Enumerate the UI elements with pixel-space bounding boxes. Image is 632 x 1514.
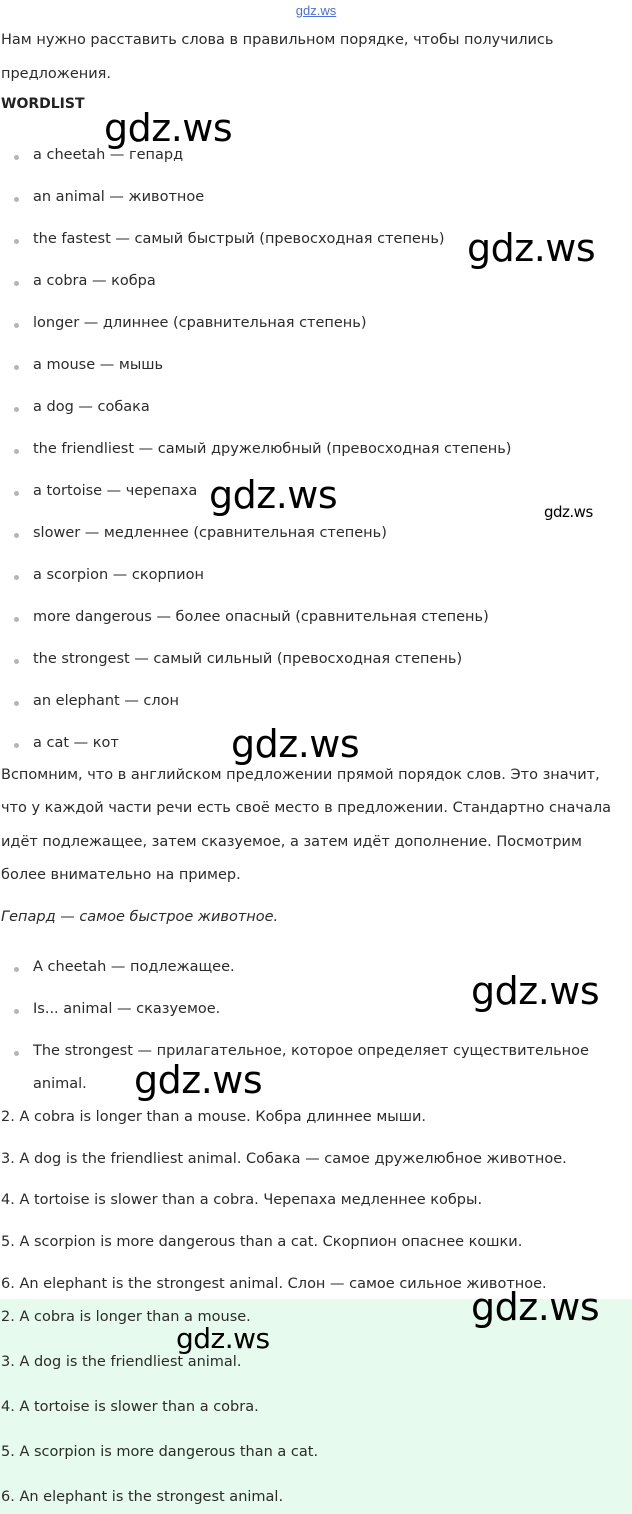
example-sentence: Гепард — самое быстрое животное. <box>1 909 279 925</box>
list-item: a scorpion — скорпион <box>33 567 204 583</box>
bullet-icon <box>14 491 19 496</box>
bullet-icon <box>14 365 19 370</box>
bullet-icon <box>14 659 19 664</box>
watermark: gdz.ws <box>209 473 338 517</box>
answer-final: 5. A scorpion is more dangerous than a cat. <box>1 1444 319 1460</box>
intro-line-1: Нам нужно расставить слова в правильном порядке, чтобы получились <box>1 32 554 48</box>
bullet-icon <box>14 701 19 706</box>
answer-final: 2. A cobra is longer than a mouse. <box>1 1309 251 1325</box>
list-item: longer — длиннее (сравнительная степень) <box>33 315 367 331</box>
list-item: the strongest — самый сильный (превосходная степень) <box>33 651 463 667</box>
bullet-icon <box>14 155 19 160</box>
bullet-icon <box>14 1051 19 1056</box>
bullet-icon <box>14 617 19 622</box>
part-item: The strongest — прилагательное, которое определяет существительное <box>33 1043 589 1059</box>
explain-line: более внимательно на пример. <box>1 867 241 883</box>
part-item: Is... animal — сказуемое. <box>33 1001 221 1017</box>
answer-translated: 6. An elephant is the strongest animal. Слон — самое сильное животное. <box>1 1276 547 1292</box>
watermark: gdz.ws <box>471 1285 600 1329</box>
list-item: the fastest — самый быстрый (превосходная степень) <box>33 231 445 247</box>
list-item: more dangerous — более опасный (сравнительная степень) <box>33 609 489 625</box>
bullet-icon <box>14 575 19 580</box>
wordlist-heading: WORDLIST <box>1 96 85 112</box>
site-link[interactable]: gdz.ws <box>295 3 337 18</box>
bullet-icon <box>14 743 19 748</box>
list-item: a cobra — кобра <box>33 273 156 289</box>
answer-translated: 2. A cobra is longer than a mouse. Кобра длиннее мыши. <box>1 1109 427 1125</box>
watermark: gdz.ws <box>544 503 593 521</box>
answer-final: 4. A tortoise is slower than a cobra. <box>1 1399 259 1415</box>
list-item: a dog — собака <box>33 399 150 415</box>
list-item: an animal — животное <box>33 189 205 205</box>
list-item: a cat — кот <box>33 735 119 751</box>
bullet-icon <box>14 281 19 286</box>
list-item: slower — медленнее (сравнительная степень) <box>33 525 387 541</box>
watermark: gdz.ws <box>471 969 600 1013</box>
bullet-icon <box>14 449 19 454</box>
bullet-icon <box>14 967 19 972</box>
answer-translated: 4. A tortoise is slower than a cobra. Черепаха медленнее кобры. <box>1 1192 483 1208</box>
explain-line: идёт подлежащее, затем сказуемое, а затем идёт дополнение. Посмотрим <box>1 834 582 850</box>
watermark: gdz.ws <box>134 1058 263 1102</box>
bullet-icon <box>14 533 19 538</box>
watermark: gdz.ws <box>104 106 233 150</box>
bullet-icon <box>14 239 19 244</box>
bullet-icon <box>14 323 19 328</box>
part-item: A cheetah — подлежащее. <box>33 959 235 975</box>
bullet-icon <box>14 197 19 202</box>
answer-translated: 5. A scorpion is more dangerous than a cat. Скорпион опаснее кошки. <box>1 1234 523 1250</box>
answer-translated: 3. A dog is the friendliest animal. Собака — самое дружелюбное животное. <box>1 1151 567 1167</box>
list-item: the friendliest — самый дружелюбный (превосходная степень) <box>33 441 512 457</box>
list-item: a tortoise — черепаха <box>33 483 198 499</box>
bullet-icon <box>14 407 19 412</box>
bullet-icon <box>14 1009 19 1014</box>
answer-final: 3. A dog is the friendliest animal. <box>1 1354 242 1370</box>
list-item: a mouse — мышь <box>33 357 164 373</box>
explain-line: Вспомним, что в английском предложении прямой порядок слов. Это значит, <box>1 767 600 783</box>
watermark: gdz.ws <box>176 1322 270 1355</box>
list-item: an elephant — слон <box>33 693 180 709</box>
part-item-continued: animal. <box>33 1076 87 1092</box>
intro-line-2: предложения. <box>1 66 111 82</box>
answer-final: 6. An elephant is the strongest animal. <box>1 1489 284 1505</box>
list-item: a cheetah — гепард <box>33 147 184 163</box>
watermark: gdz.ws <box>467 226 596 270</box>
explain-line: что у каждой части речи есть своё место в предложении. Стандартно сначала <box>1 800 611 816</box>
watermark: gdz.ws <box>231 722 360 766</box>
